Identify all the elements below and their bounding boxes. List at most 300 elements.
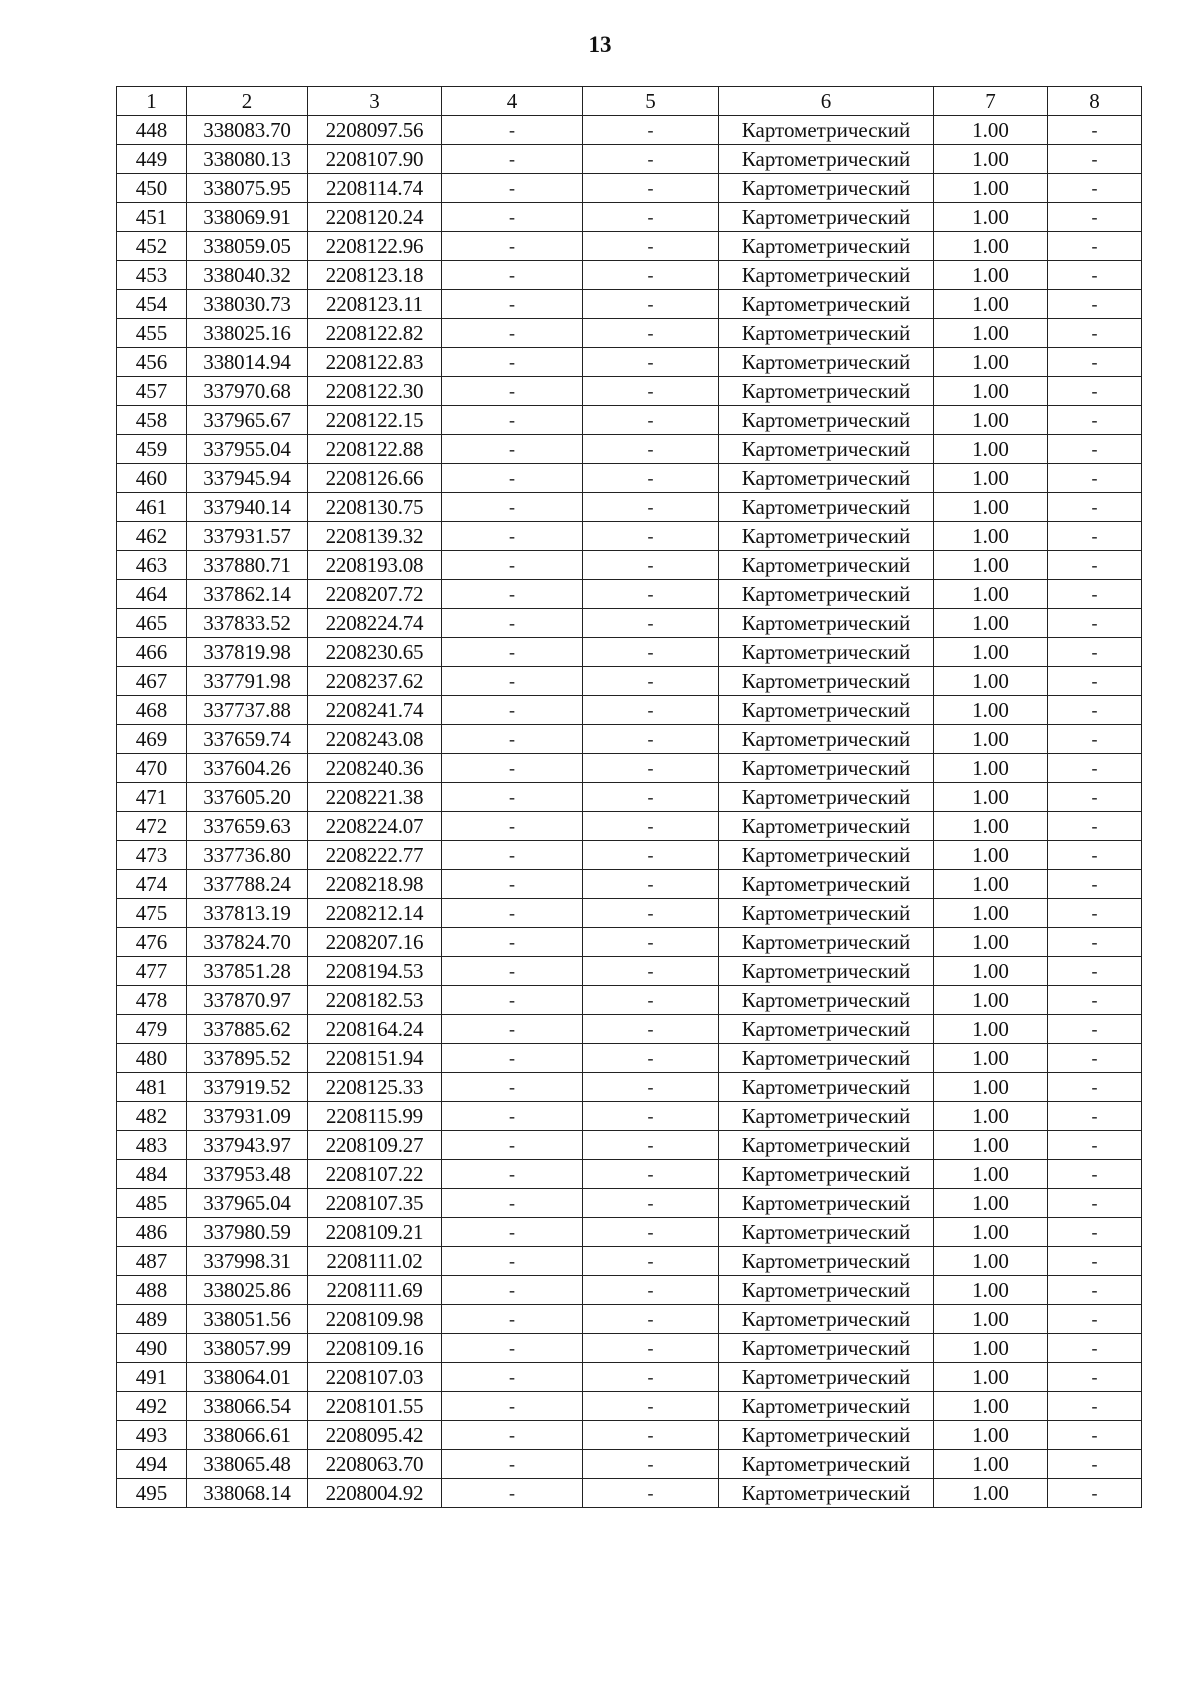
coordinate-y-cell: 2208120.24 xyxy=(308,203,442,232)
accuracy-cell: 1.00 xyxy=(934,290,1048,319)
page-number: 13 xyxy=(588,32,612,57)
point-number-cell: 473 xyxy=(117,841,187,870)
accuracy-cell: 1.00 xyxy=(934,725,1048,754)
col-5-cell: - xyxy=(583,696,719,725)
col-8-cell: - xyxy=(1048,638,1142,667)
accuracy-cell: 1.00 xyxy=(934,638,1048,667)
method-cell: Картометрический xyxy=(719,377,934,406)
method-cell: Картометрический xyxy=(719,1276,934,1305)
col-8-cell: - xyxy=(1048,464,1142,493)
coordinate-y-cell: 2208101.55 xyxy=(308,1392,442,1421)
col-5-cell: - xyxy=(583,377,719,406)
col-5-cell: - xyxy=(583,1247,719,1276)
coordinate-y-cell: 2208107.35 xyxy=(308,1189,442,1218)
method-cell: Картометрический xyxy=(719,986,934,1015)
col-8-cell: - xyxy=(1048,1044,1142,1073)
coordinate-x-cell: 337953.48 xyxy=(187,1160,308,1189)
col-8-cell: - xyxy=(1048,1363,1142,1392)
col-4-cell: - xyxy=(442,145,583,174)
col-5-cell: - xyxy=(583,493,719,522)
col-8-cell: - xyxy=(1048,261,1142,290)
col-5-cell: - xyxy=(583,870,719,899)
col-4-cell: - xyxy=(442,1276,583,1305)
col-8-cell: - xyxy=(1048,754,1142,783)
table-row xyxy=(117,522,1142,551)
coordinate-x-cell: 338059.05 xyxy=(187,232,308,261)
coordinate-y-cell: 2208222.77 xyxy=(308,841,442,870)
coordinate-x-cell: 337833.52 xyxy=(187,609,308,638)
col-4-cell: - xyxy=(442,841,583,870)
table-row xyxy=(117,1450,1142,1479)
point-number-cell: 493 xyxy=(117,1421,187,1450)
col-8-cell: - xyxy=(1048,1479,1142,1508)
coordinate-y-cell: 2208126.66 xyxy=(308,464,442,493)
col-4-cell: - xyxy=(442,522,583,551)
col-8-cell: - xyxy=(1048,493,1142,522)
point-number-cell: 480 xyxy=(117,1044,187,1073)
method-cell: Картометрический xyxy=(719,1044,934,1073)
table-row xyxy=(117,1218,1142,1247)
point-number-cell: 449 xyxy=(117,145,187,174)
col-4-cell: - xyxy=(442,696,583,725)
col-5-header: 5 xyxy=(583,87,719,116)
point-number-cell: 463 xyxy=(117,551,187,580)
coordinate-y-cell: 2208207.16 xyxy=(308,928,442,957)
coordinate-x-cell: 338057.99 xyxy=(187,1334,308,1363)
table-row xyxy=(117,435,1142,464)
table-row xyxy=(117,1363,1142,1392)
method-cell: Картометрический xyxy=(719,696,934,725)
table-row xyxy=(117,203,1142,232)
point-number-cell: 482 xyxy=(117,1102,187,1131)
table-row xyxy=(117,986,1142,1015)
coordinate-y-cell: 2208109.27 xyxy=(308,1131,442,1160)
method-cell: Картометрический xyxy=(719,1160,934,1189)
col-8-cell: - xyxy=(1048,1015,1142,1044)
point-number-cell: 478 xyxy=(117,986,187,1015)
accuracy-cell: 1.00 xyxy=(934,1073,1048,1102)
point-number-cell: 451 xyxy=(117,203,187,232)
col-5-cell: - xyxy=(583,986,719,1015)
coordinate-y-cell: 2208107.03 xyxy=(308,1363,442,1392)
table-row xyxy=(117,1189,1142,1218)
col-5-cell: - xyxy=(583,754,719,783)
coordinate-y-cell: 2208107.90 xyxy=(308,145,442,174)
col-4-cell: - xyxy=(442,1131,583,1160)
method-cell: Картометрический xyxy=(719,406,934,435)
col-4-cell: - xyxy=(442,783,583,812)
accuracy-cell: 1.00 xyxy=(934,1421,1048,1450)
method-cell: Картометрический xyxy=(719,783,934,812)
accuracy-cell: 1.00 xyxy=(934,1218,1048,1247)
col-8-header: 8 xyxy=(1048,87,1142,116)
accuracy-cell: 1.00 xyxy=(934,464,1048,493)
col-4-cell: - xyxy=(442,957,583,986)
col-8-cell: - xyxy=(1048,841,1142,870)
point-number-cell: 452 xyxy=(117,232,187,261)
coordinate-y-cell: 2208230.65 xyxy=(308,638,442,667)
coordinate-x-cell: 338040.32 xyxy=(187,261,308,290)
table-row xyxy=(117,841,1142,870)
point-number-cell: 489 xyxy=(117,1305,187,1334)
coordinate-x-cell: 337945.94 xyxy=(187,464,308,493)
col-4-cell: - xyxy=(442,116,583,145)
table-row xyxy=(117,1131,1142,1160)
method-cell: Картометрический xyxy=(719,1334,934,1363)
table-row xyxy=(117,870,1142,899)
col-4-cell: - xyxy=(442,986,583,1015)
method-cell: Картометрический xyxy=(719,464,934,493)
accuracy-cell: 1.00 xyxy=(934,812,1048,841)
point-number-cell: 487 xyxy=(117,1247,187,1276)
point-number-cell: 495 xyxy=(117,1479,187,1508)
col-5-cell: - xyxy=(583,1160,719,1189)
col-5-cell: - xyxy=(583,580,719,609)
coordinate-x-cell: 337965.67 xyxy=(187,406,308,435)
method-cell: Картометрический xyxy=(719,261,934,290)
table-row xyxy=(117,1276,1142,1305)
coordinate-y-cell: 2208182.53 xyxy=(308,986,442,1015)
table-row xyxy=(117,783,1142,812)
col-8-cell: - xyxy=(1048,551,1142,580)
col-8-cell: - xyxy=(1048,290,1142,319)
method-cell: Картометрический xyxy=(719,1073,934,1102)
col-8-cell: - xyxy=(1048,203,1142,232)
method-cell: Картометрический xyxy=(719,638,934,667)
point-number-cell: 492 xyxy=(117,1392,187,1421)
table-row xyxy=(117,1160,1142,1189)
point-number-cell: 455 xyxy=(117,319,187,348)
col-5-cell: - xyxy=(583,145,719,174)
accuracy-cell: 1.00 xyxy=(934,667,1048,696)
table-row xyxy=(117,551,1142,580)
col-8-cell: - xyxy=(1048,174,1142,203)
table-row xyxy=(117,696,1142,725)
point-number-cell: 469 xyxy=(117,725,187,754)
table-row xyxy=(117,899,1142,928)
coordinate-x-cell: 338051.56 xyxy=(187,1305,308,1334)
coordinate-x-cell: 337970.68 xyxy=(187,377,308,406)
coordinate-x-cell: 337955.04 xyxy=(187,435,308,464)
point-number-cell: 485 xyxy=(117,1189,187,1218)
method-cell: Картометрический xyxy=(719,145,934,174)
col-8-cell: - xyxy=(1048,1247,1142,1276)
col-1-header: 1 xyxy=(117,87,187,116)
col-8-cell: - xyxy=(1048,1450,1142,1479)
coordinate-y-cell: 2208122.96 xyxy=(308,232,442,261)
coordinate-y-cell: 2208194.53 xyxy=(308,957,442,986)
method-cell: Картометрический xyxy=(719,1189,934,1218)
table-row xyxy=(117,348,1142,377)
coordinate-y-cell: 2208218.98 xyxy=(308,870,442,899)
coordinate-x-cell: 337895.52 xyxy=(187,1044,308,1073)
coordinate-y-cell: 2208193.08 xyxy=(308,551,442,580)
col-4-cell: - xyxy=(442,1334,583,1363)
col-4-cell: - xyxy=(442,754,583,783)
accuracy-cell: 1.00 xyxy=(934,899,1048,928)
coordinate-x-cell: 337851.28 xyxy=(187,957,308,986)
col-8-cell: - xyxy=(1048,348,1142,377)
table-row xyxy=(117,145,1142,174)
col-8-cell: - xyxy=(1048,522,1142,551)
col-4-cell: - xyxy=(442,1102,583,1131)
point-number-cell: 490 xyxy=(117,1334,187,1363)
coordinate-y-cell: 2208111.02 xyxy=(308,1247,442,1276)
point-number-cell: 465 xyxy=(117,609,187,638)
col-4-cell: - xyxy=(442,580,583,609)
coordinate-x-cell: 337605.20 xyxy=(187,783,308,812)
coordinate-y-cell: 2208123.11 xyxy=(308,290,442,319)
col-4-cell: - xyxy=(442,928,583,957)
col-8-cell: - xyxy=(1048,725,1142,754)
col-8-cell: - xyxy=(1048,145,1142,174)
accuracy-cell: 1.00 xyxy=(934,957,1048,986)
table-row xyxy=(117,1247,1142,1276)
coordinate-x-cell: 338066.61 xyxy=(187,1421,308,1450)
col-4-cell: - xyxy=(442,319,583,348)
coordinate-x-cell: 337880.71 xyxy=(187,551,308,580)
coordinate-y-cell: 2208109.21 xyxy=(308,1218,442,1247)
accuracy-cell: 1.00 xyxy=(934,522,1048,551)
col-5-cell: - xyxy=(583,1450,719,1479)
col-4-cell: - xyxy=(442,435,583,464)
table-row xyxy=(117,1073,1142,1102)
accuracy-cell: 1.00 xyxy=(934,116,1048,145)
method-cell: Картометрический xyxy=(719,928,934,957)
coordinate-x-cell: 337940.14 xyxy=(187,493,308,522)
method-cell: Картометрический xyxy=(719,319,934,348)
accuracy-cell: 1.00 xyxy=(934,1247,1048,1276)
coordinate-y-cell: 2208243.08 xyxy=(308,725,442,754)
table-row xyxy=(117,174,1142,203)
col-8-cell: - xyxy=(1048,696,1142,725)
coordinate-x-cell: 337604.26 xyxy=(187,754,308,783)
method-cell: Картометрический xyxy=(719,232,934,261)
col-4-cell: - xyxy=(442,1073,583,1102)
accuracy-cell: 1.00 xyxy=(934,1334,1048,1363)
col-4-cell: - xyxy=(442,667,583,696)
coordinate-y-cell: 2208164.24 xyxy=(308,1015,442,1044)
table-body xyxy=(117,116,1142,1508)
col-4-cell: - xyxy=(442,1450,583,1479)
table-row xyxy=(117,464,1142,493)
col-5-cell: - xyxy=(583,319,719,348)
method-cell: Картометрический xyxy=(719,290,934,319)
col-5-cell: - xyxy=(583,638,719,667)
accuracy-cell: 1.00 xyxy=(934,1276,1048,1305)
col-5-cell: - xyxy=(583,1073,719,1102)
col-5-cell: - xyxy=(583,783,719,812)
method-cell: Картометрический xyxy=(719,1479,934,1508)
method-cell: Картометрический xyxy=(719,1305,934,1334)
coordinate-y-cell: 2208115.99 xyxy=(308,1102,442,1131)
col-5-cell: - xyxy=(583,1421,719,1450)
method-cell: Картометрический xyxy=(719,1392,934,1421)
point-number-cell: 466 xyxy=(117,638,187,667)
method-cell: Картометрический xyxy=(719,551,934,580)
col-4-cell: - xyxy=(442,1363,583,1392)
coordinate-x-cell: 337931.57 xyxy=(187,522,308,551)
accuracy-cell: 1.00 xyxy=(934,1450,1048,1479)
method-cell: Картометрический xyxy=(719,1247,934,1276)
col-5-cell: - xyxy=(583,1218,719,1247)
point-number-cell: 483 xyxy=(117,1131,187,1160)
coordinate-y-cell: 2208125.33 xyxy=(308,1073,442,1102)
coordinate-x-cell: 338064.01 xyxy=(187,1363,308,1392)
method-cell: Картометрический xyxy=(719,1131,934,1160)
col-4-cell: - xyxy=(442,377,583,406)
accuracy-cell: 1.00 xyxy=(934,232,1048,261)
coordinate-y-cell: 2208207.72 xyxy=(308,580,442,609)
col-5-cell: - xyxy=(583,1189,719,1218)
coordinate-y-cell: 2208240.36 xyxy=(308,754,442,783)
col-5-cell: - xyxy=(583,1044,719,1073)
coordinate-y-cell: 2208004.92 xyxy=(308,1479,442,1508)
point-number-cell: 460 xyxy=(117,464,187,493)
table-row xyxy=(117,261,1142,290)
method-cell: Картометрический xyxy=(719,1015,934,1044)
point-number-cell: 457 xyxy=(117,377,187,406)
table-row xyxy=(117,1479,1142,1508)
coordinate-x-cell: 338025.86 xyxy=(187,1276,308,1305)
col-8-cell: - xyxy=(1048,812,1142,841)
coordinate-x-cell: 337813.19 xyxy=(187,899,308,928)
accuracy-cell: 1.00 xyxy=(934,609,1048,638)
col-8-cell: - xyxy=(1048,319,1142,348)
col-5-cell: - xyxy=(583,957,719,986)
col-5-cell: - xyxy=(583,1479,719,1508)
coordinate-y-cell: 2208122.82 xyxy=(308,319,442,348)
coordinate-x-cell: 337998.31 xyxy=(187,1247,308,1276)
coordinate-y-cell: 2208241.74 xyxy=(308,696,442,725)
col-3-header: 3 xyxy=(308,87,442,116)
point-number-cell: 458 xyxy=(117,406,187,435)
table-row xyxy=(117,232,1142,261)
col-8-cell: - xyxy=(1048,1160,1142,1189)
method-cell: Картометрический xyxy=(719,116,934,145)
coordinate-y-cell: 2208224.07 xyxy=(308,812,442,841)
method-cell: Картометрический xyxy=(719,203,934,232)
accuracy-cell: 1.00 xyxy=(934,377,1048,406)
col-8-cell: - xyxy=(1048,899,1142,928)
header-row xyxy=(117,87,1142,116)
col-5-cell: - xyxy=(583,232,719,261)
coordinate-y-cell: 2208122.15 xyxy=(308,406,442,435)
coordinate-y-cell: 2208151.94 xyxy=(308,1044,442,1073)
coordinate-x-cell: 337885.62 xyxy=(187,1015,308,1044)
point-number-cell: 491 xyxy=(117,1363,187,1392)
coordinate-y-cell: 2208237.62 xyxy=(308,667,442,696)
point-number-cell: 450 xyxy=(117,174,187,203)
method-cell: Картометрический xyxy=(719,580,934,609)
col-5-cell: - xyxy=(583,899,719,928)
point-number-cell: 484 xyxy=(117,1160,187,1189)
col-4-cell: - xyxy=(442,609,583,638)
col-8-cell: - xyxy=(1048,580,1142,609)
accuracy-cell: 1.00 xyxy=(934,1160,1048,1189)
method-cell: Картометрический xyxy=(719,957,934,986)
col-5-cell: - xyxy=(583,1305,719,1334)
method-cell: Картометрический xyxy=(719,1102,934,1131)
method-cell: Картометрический xyxy=(719,1218,934,1247)
col-8-cell: - xyxy=(1048,957,1142,986)
point-number-cell: 462 xyxy=(117,522,187,551)
coordinate-y-cell: 2208122.83 xyxy=(308,348,442,377)
method-cell: Картометрический xyxy=(719,899,934,928)
method-cell: Картометрический xyxy=(719,435,934,464)
coordinate-x-cell: 337824.70 xyxy=(187,928,308,957)
point-number-cell: 471 xyxy=(117,783,187,812)
coordinate-x-cell: 337659.74 xyxy=(187,725,308,754)
point-number-cell: 472 xyxy=(117,812,187,841)
accuracy-cell: 1.00 xyxy=(934,841,1048,870)
method-cell: Картометрический xyxy=(719,841,934,870)
method-cell: Картометрический xyxy=(719,522,934,551)
col-5-cell: - xyxy=(583,290,719,319)
point-number-cell: 481 xyxy=(117,1073,187,1102)
col-5-cell: - xyxy=(583,1276,719,1305)
table-row xyxy=(117,1392,1142,1421)
accuracy-cell: 1.00 xyxy=(934,1102,1048,1131)
coordinate-y-cell: 2208114.74 xyxy=(308,174,442,203)
table-row xyxy=(117,493,1142,522)
coordinate-y-cell: 2208123.18 xyxy=(308,261,442,290)
col-4-cell: - xyxy=(442,551,583,580)
col-8-cell: - xyxy=(1048,1073,1142,1102)
col-4-cell: - xyxy=(442,1044,583,1073)
col-8-cell: - xyxy=(1048,1102,1142,1131)
method-cell: Картометрический xyxy=(719,725,934,754)
method-cell: Картометрический xyxy=(719,870,934,899)
table-row xyxy=(117,377,1142,406)
col-4-cell: - xyxy=(442,232,583,261)
col-5-cell: - xyxy=(583,725,719,754)
col-5-cell: - xyxy=(583,812,719,841)
col-4-cell: - xyxy=(442,899,583,928)
col-5-cell: - xyxy=(583,116,719,145)
accuracy-cell: 1.00 xyxy=(934,1131,1048,1160)
coordinate-x-cell: 337919.52 xyxy=(187,1073,308,1102)
accuracy-cell: 1.00 xyxy=(934,406,1048,435)
accuracy-cell: 1.00 xyxy=(934,696,1048,725)
method-cell: Картометрический xyxy=(719,493,934,522)
accuracy-cell: 1.00 xyxy=(934,783,1048,812)
point-number-cell: 459 xyxy=(117,435,187,464)
col-5-cell: - xyxy=(583,406,719,435)
col-8-cell: - xyxy=(1048,377,1142,406)
table-row xyxy=(117,667,1142,696)
col-7-header: 7 xyxy=(934,87,1048,116)
col-8-cell: - xyxy=(1048,116,1142,145)
col-5-cell: - xyxy=(583,1334,719,1363)
table-row xyxy=(117,580,1142,609)
col-5-cell: - xyxy=(583,174,719,203)
col-4-cell: - xyxy=(442,174,583,203)
accuracy-cell: 1.00 xyxy=(934,1044,1048,1073)
coordinate-y-cell: 2208063.70 xyxy=(308,1450,442,1479)
table-row xyxy=(117,928,1142,957)
accuracy-cell: 1.00 xyxy=(934,493,1048,522)
table-row xyxy=(117,406,1142,435)
col-8-cell: - xyxy=(1048,1421,1142,1450)
col-8-cell: - xyxy=(1048,1218,1142,1247)
col-4-cell: - xyxy=(442,348,583,377)
point-number-cell: 456 xyxy=(117,348,187,377)
coordinate-x-cell: 337736.80 xyxy=(187,841,308,870)
table-header xyxy=(117,87,1142,116)
accuracy-cell: 1.00 xyxy=(934,261,1048,290)
table-row xyxy=(117,116,1142,145)
